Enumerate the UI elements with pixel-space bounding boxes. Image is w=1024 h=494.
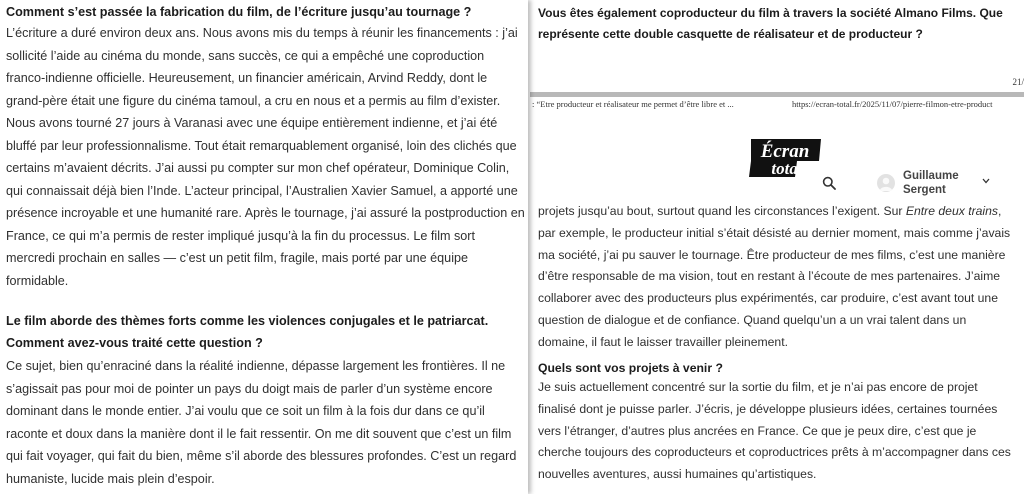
answer-coproducteur: projets jusqu’au bout, surtout quand les circonstances l’exigent. Sur Entre deux trains, par exemple, le producteur initial s’était désisté au dernier moment, mais comme j’avais ma société, j’ai pu sauver le tournage. Être producteur de mes films, c’est une manière d’être responsable de ma vision, tout en restant à l’écoute de mes partenaires. J’aime collaborer avec des producteurs plus expérimentés, car produire, c’est avant tout une question de dialogue et de confiance. Quand quelqu’un a un vrai talent dans un domaine, il faut le laisser travailler pleinement. bbox=[538, 204, 1011, 349]
print-header-title: : “Etre producteur et réalisateur me permet d’être libre et ... bbox=[532, 99, 734, 109]
right-page bbox=[530, 0, 1024, 494]
logo-line1: Écran bbox=[760, 141, 810, 162]
logo-line2: total bbox=[771, 159, 803, 178]
ecran-total-logo[interactable] bbox=[747, 137, 823, 179]
answer-projets: Je suis actuellement concentré sur la sortie du film, et je n’ai pas encore de projet finalisé dont je puisse parler. J’écris, je développe plusieurs idées, certaines tournées vers l’étranger, d’autres plus ancrées en France. Ce que je peux dire, c’est que je cherche toujours des coproducteurs et coproductrices prêts à m’accompagner dans ces nouvelles aventures, aussi humaines qu’artistiques. bbox=[538, 380, 1011, 482]
chevron-down-icon[interactable] bbox=[981, 177, 991, 185]
question-fabrication: Comment s’est passée la fabrication du film, de l’écriture jusqu’au tournage ? bbox=[6, 5, 472, 19]
print-header-url: https://ecran-total.fr/2025/11/07/pierre-filmon-etre-product bbox=[792, 99, 993, 109]
question-projets: Quels sont vos projets à venir ? bbox=[538, 361, 723, 375]
question-coproducteur: Vous êtes également coproducteur du film à travers la société Almano Films. Que représente cette double casquette de réalisateur et de producteur ? bbox=[538, 6, 1003, 41]
user-avatar-icon bbox=[877, 174, 895, 192]
page-number: 21/ bbox=[1012, 77, 1024, 87]
answer-fabrication: L’écriture a duré environ deux ans. Nous avons mis du temps à réunir les financements : j’ai sollicité l’aide au cinéma du monde, sans succès, ce qui a empêché une coproduction franco-indienne officielle. Heureusement, un financier américain, Arvind Reddy, dont le grand-père était une figure du cinéma tamoul, a cru en nous et a permis au film d’exister. Nous avons tourné 27 jours à Varanasi avec une équipe entièrement indienne, et j’ai été bluffé par leur professionnalisme. Tout était remarquablement organisé, loin des clichés que certains m’avaient décrits. J’ai aussi pu compter sur mon chef opérateur, Dominique Colin, qui connaissait déjà bien l’Inde. L’acteur principal, l’Australien Xavier Samuel, a apporté une présence incroyable et une humanité rare. Après le tournage, j’ai assuré la postproduction en France, ce qui m’a permis de rester impliqué jusqu’à la fin du processus. Le film sort mercredi prochain en salles — c’est un petit film, fragile, mais porté par une équipe formidable. bbox=[6, 26, 525, 288]
user-avatar[interactable] bbox=[877, 174, 895, 192]
answer-themes: Ce sujet, bien qu’enraciné dans la réalité indienne, dépasse largement les frontières. Il ne s’agissait pas pour moi de pointer un pays du doigt mais de parler d’un système encore dominant dans le monde entier. J’ai voulu que ce soit un film à la fois dur dans ce qu’il raconte et doux dans la manière dont il le fait ressentir. On me dit souvent que c’est un film qui fait voyager, qui fait du bien, même s’il aborde des blessures profondes. C’est un regard humaniste, lucide mais plein d’espoir. bbox=[6, 359, 517, 486]
question-themes: Le film aborde des thèmes forts comme les violences conjugales et le patriarcat. Comment avez-vous traité cette question ? bbox=[6, 314, 489, 350]
print-header bbox=[530, 97, 1024, 111]
film-title-italic: Entre deux trains bbox=[905, 204, 999, 218]
search-icon[interactable] bbox=[822, 176, 836, 190]
user-name[interactable]: Guillaume Sergent bbox=[903, 170, 959, 196]
previous-page-bottom bbox=[530, 0, 1024, 92]
